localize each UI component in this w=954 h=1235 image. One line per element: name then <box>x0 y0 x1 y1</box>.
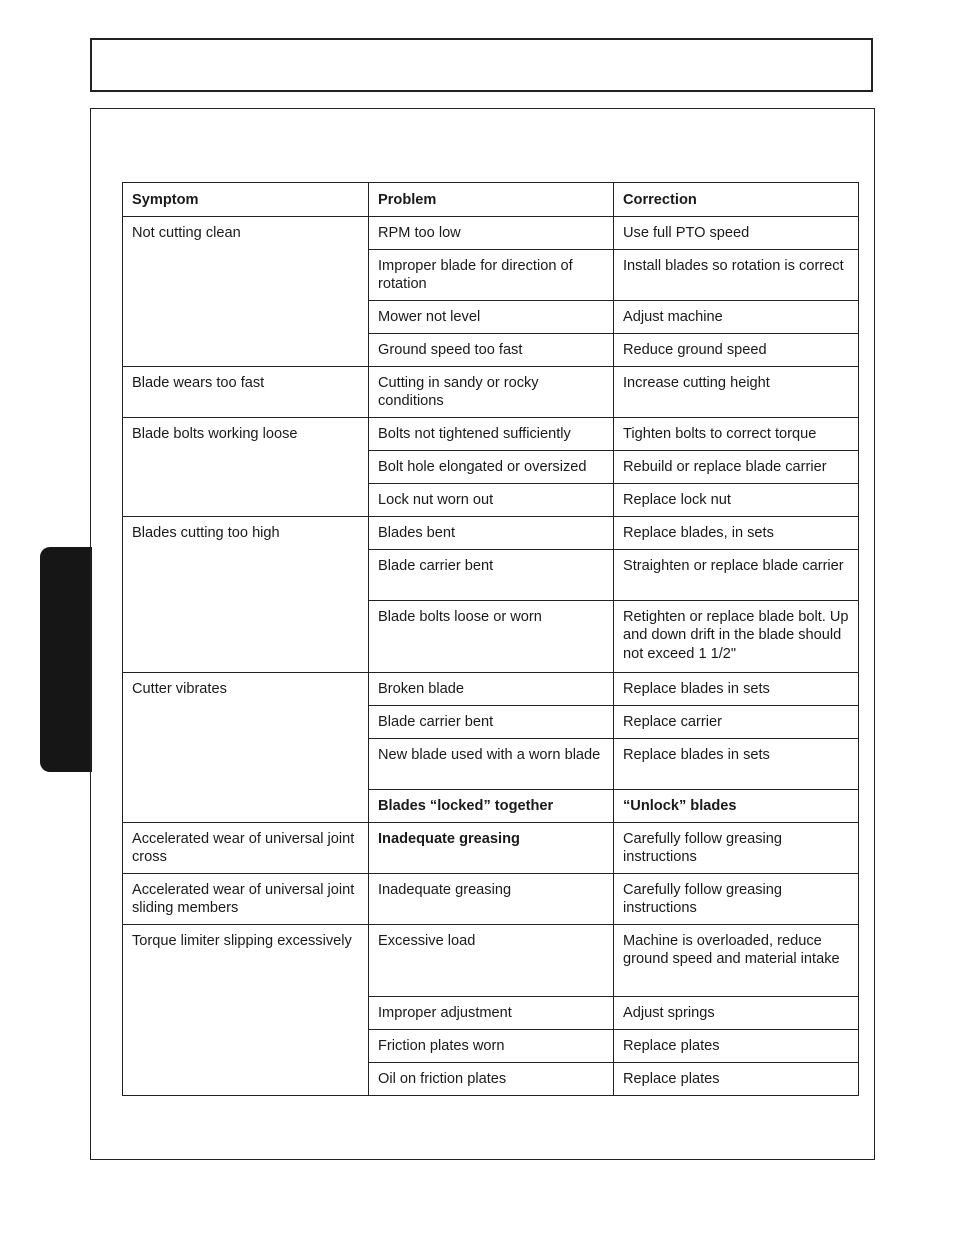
problem-cell: Inadequate greasing <box>369 873 614 924</box>
table-row <box>123 822 859 873</box>
correction-cell: Reduce ground speed <box>614 333 859 366</box>
symptom-cell: Accelerated wear of universal joint cross <box>123 822 369 873</box>
problem-cell: Lock nut worn out <box>369 483 614 516</box>
problem-cell: Improper blade for direction of rotation <box>369 249 614 300</box>
table-header-row <box>123 183 859 217</box>
problem-cell: Bolts not tightened sufficiently <box>369 417 614 450</box>
problem-cell: Oil on friction plates <box>369 1062 614 1095</box>
table-row <box>123 924 859 996</box>
problem-cell: Blades bent <box>369 516 614 549</box>
problem-cell: Inadequate greasing <box>369 822 614 873</box>
correction-cell: Adjust machine <box>614 300 859 333</box>
table-row <box>123 873 859 924</box>
page-header-box <box>90 38 873 92</box>
symptom-cell: Blades cutting too high <box>123 516 369 672</box>
correction-cell: Machine is overloaded, reduce ground speed and material intake <box>614 924 859 996</box>
symptom-cell: Accelerated wear of universal joint sliding members <box>123 873 369 924</box>
problem-cell: RPM too low <box>369 216 614 249</box>
correction-cell: Replace carrier <box>614 705 859 738</box>
correction-cell: Increase cutting height <box>614 366 859 417</box>
correction-cell: Rebuild or replace blade carrier <box>614 450 859 483</box>
correction-cell: Replace lock nut <box>614 483 859 516</box>
correction-cell: Retighten or replace blade bolt. Up and down drift in the blade should not exceed 1 1/2" <box>614 600 859 672</box>
symptom-cell: Torque limiter slipping excessively <box>123 924 369 1095</box>
correction-cell: Straighten or replace blade carrier <box>614 549 859 600</box>
symptom-cell: Blade bolts working loose <box>123 417 369 516</box>
problem-cell: Excessive load <box>369 924 614 996</box>
symptom-cell: Blade wears too fast <box>123 366 369 417</box>
problem-cell: Ground speed too fast <box>369 333 614 366</box>
correction-cell: Carefully follow greasing instructions <box>614 822 859 873</box>
correction-cell: Replace blades in sets <box>614 672 859 705</box>
table-row <box>123 516 859 549</box>
problem-cell: Improper adjustment <box>369 996 614 1029</box>
problem-cell: Friction plates worn <box>369 1029 614 1062</box>
correction-cell: Install blades so rotation is correct <box>614 249 859 300</box>
table-row <box>123 672 859 705</box>
section-tab <box>40 547 92 772</box>
correction-cell: Carefully follow greasing instructions <box>614 873 859 924</box>
table-row <box>123 366 859 417</box>
correction-cell: Replace plates <box>614 1029 859 1062</box>
problem-cell: Blade carrier bent <box>369 549 614 600</box>
correction-cell: “Unlock” blades <box>614 789 859 822</box>
problem-cell: New blade used with a worn blade <box>369 738 614 789</box>
troubleshooting-table <box>122 182 859 1096</box>
problem-cell: Broken blade <box>369 672 614 705</box>
problem-cell: Blade bolts loose or worn <box>369 600 614 672</box>
header-correction: Correction <box>614 183 859 217</box>
symptom-cell: Not cutting clean <box>123 216 369 366</box>
table-row <box>123 417 859 450</box>
problem-cell: Blade carrier bent <box>369 705 614 738</box>
correction-cell: Tighten bolts to correct torque <box>614 417 859 450</box>
problem-cell: Blades “locked” together <box>369 789 614 822</box>
correction-cell: Replace plates <box>614 1062 859 1095</box>
problem-cell: Cutting in sandy or rocky conditions <box>369 366 614 417</box>
table-row <box>123 216 859 249</box>
problem-cell: Bolt hole elongated or oversized <box>369 450 614 483</box>
header-problem: Problem <box>369 183 614 217</box>
symptom-cell: Cutter vibrates <box>123 672 369 822</box>
problem-cell: Mower not level <box>369 300 614 333</box>
header-symptom: Symptom <box>123 183 369 217</box>
correction-cell: Adjust springs <box>614 996 859 1029</box>
correction-cell: Replace blades in sets <box>614 738 859 789</box>
correction-cell: Use full PTO speed <box>614 216 859 249</box>
correction-cell: Replace blades, in sets <box>614 516 859 549</box>
